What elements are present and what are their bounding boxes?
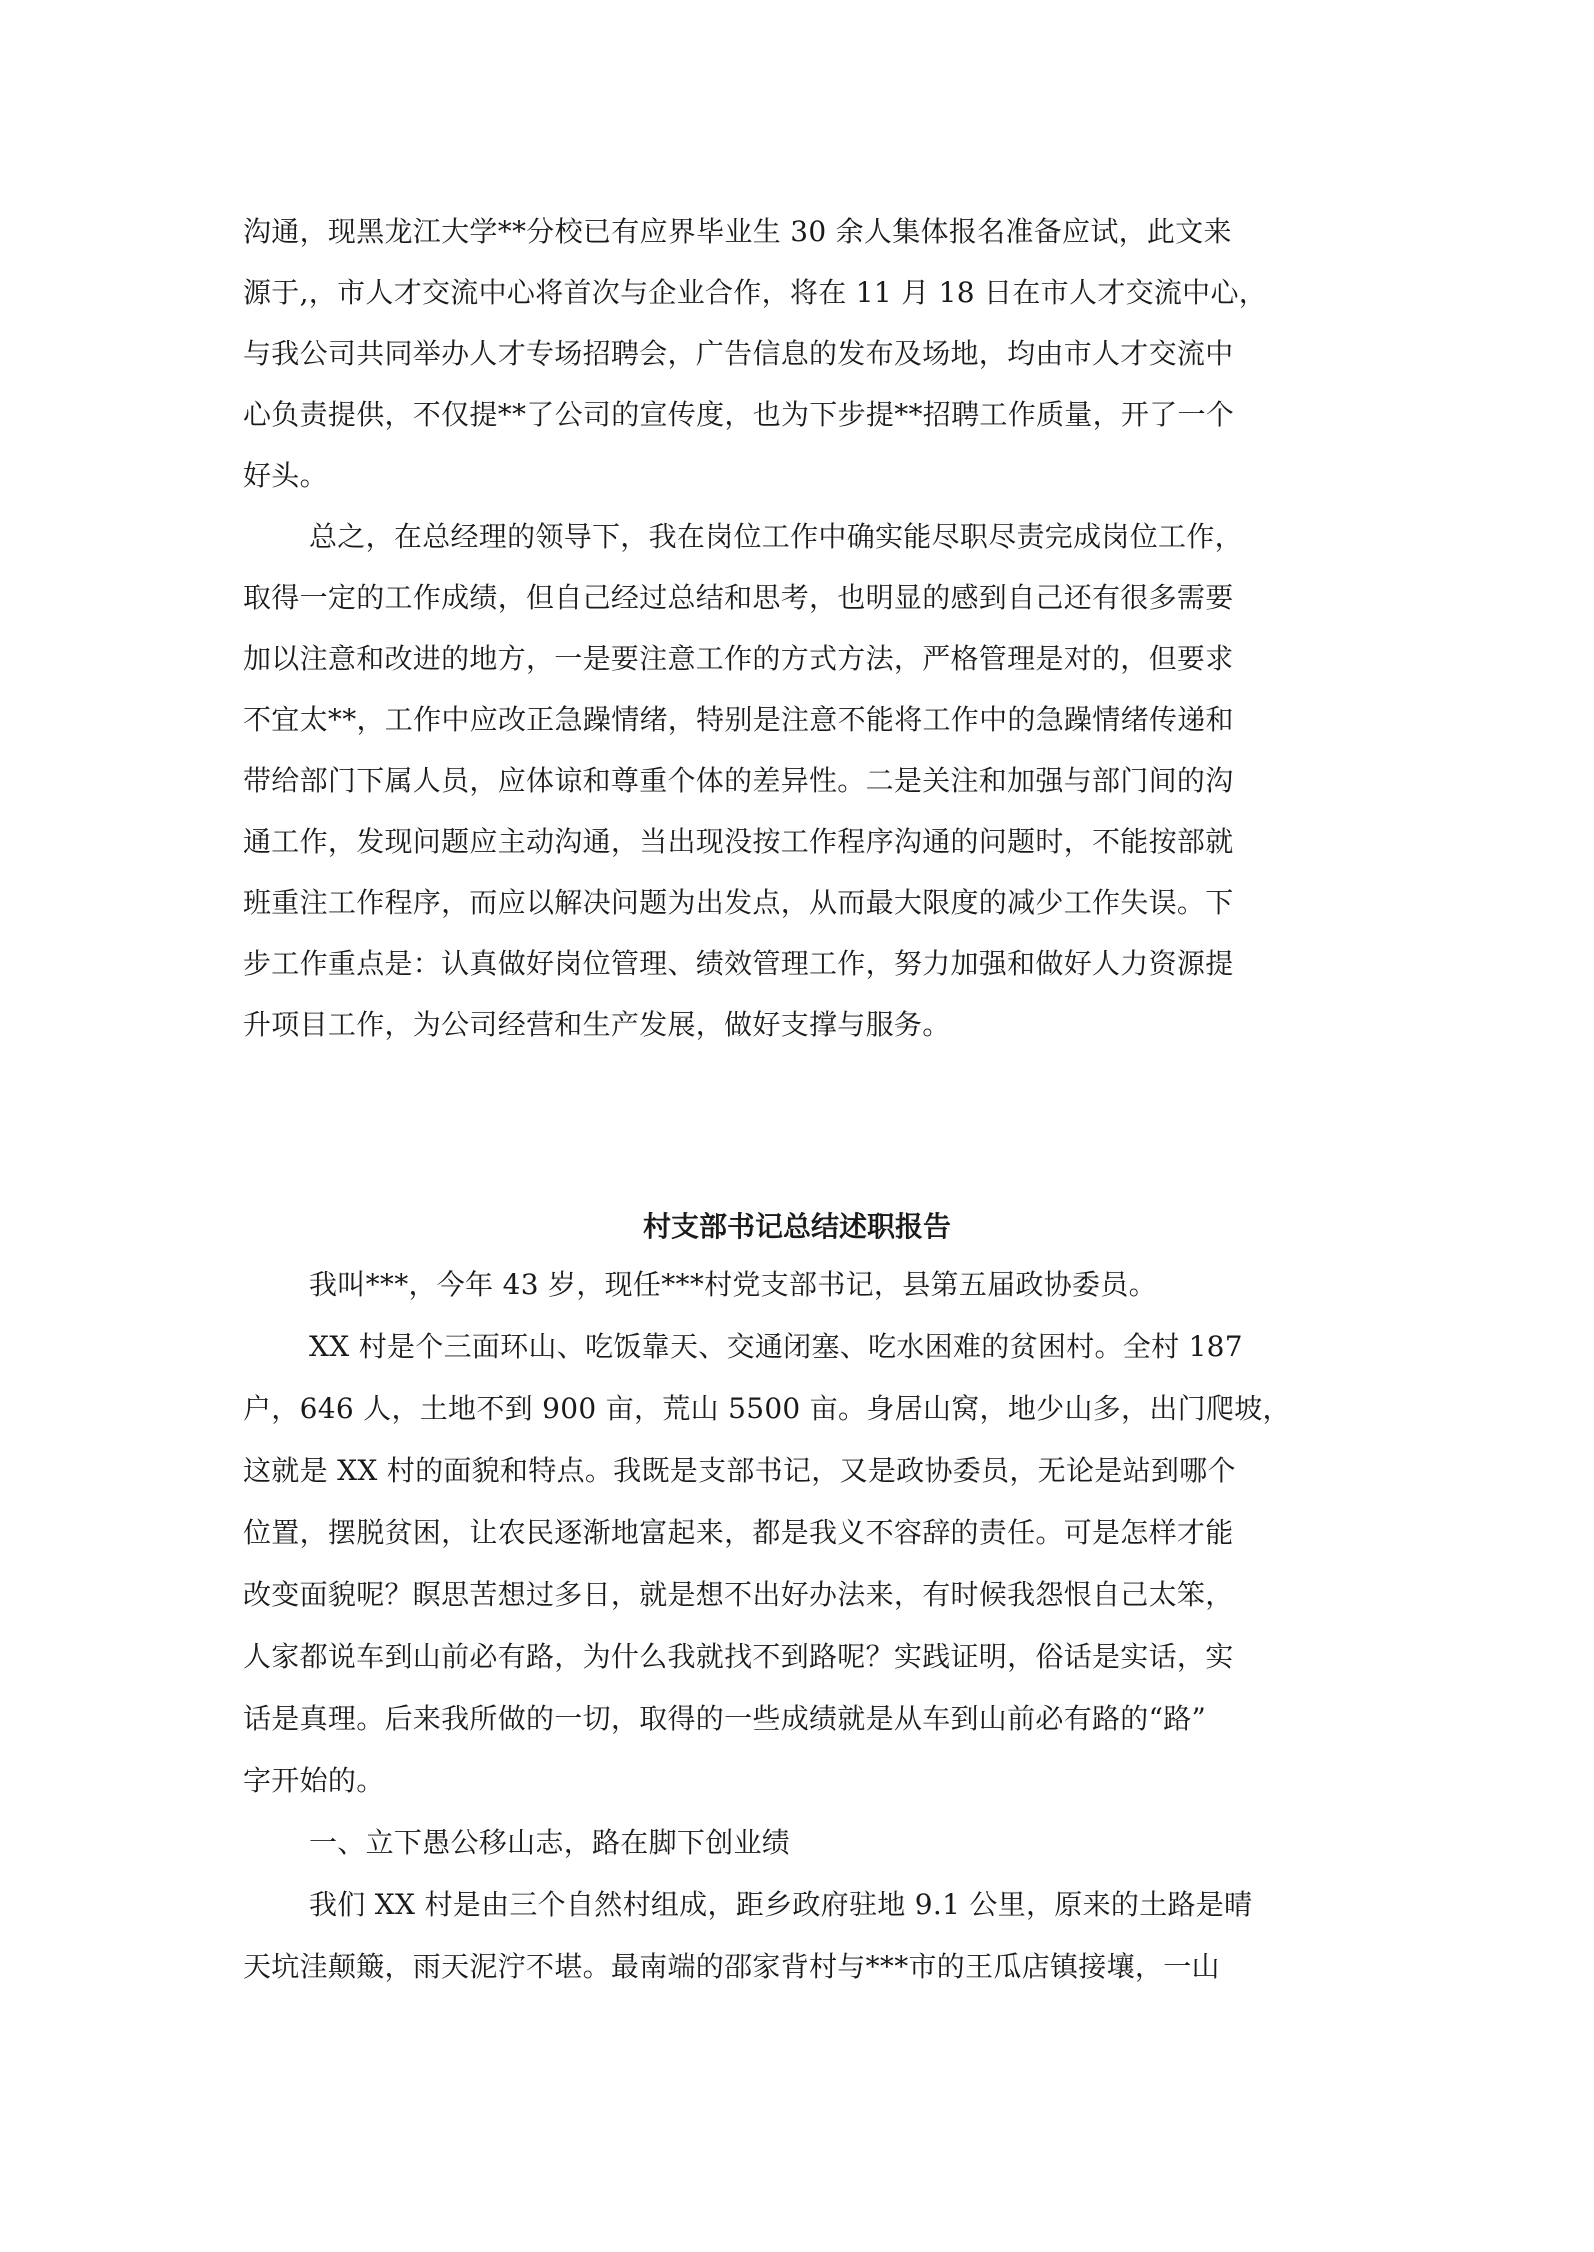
text-line: 心负责提供，不仅提**了公司的宣传度，也为下步提**招聘工作质量，开了一个 <box>243 398 1235 431</box>
text-line: 与我公司共同举办人才专场招聘会，广告信息的发布及场地，均由市人才交流中 <box>243 337 1234 370</box>
paragraph-start-line: 我叫***，今年 43 岁，现任***村党支部书记，县第五届政协委员。 <box>309 1268 1157 1301</box>
text-line: 班重注工作程序，而应以解决问题为出发点，从而最大限度的减少工作失误。下 <box>243 886 1234 919</box>
text-line: 通工作，发现问题应主动沟通，当出现没按工作程序沟通的问题时，不能按部就 <box>243 825 1234 858</box>
text-line: 升项目工作，为公司经营和生产发展，做好支撑与服务。 <box>243 1008 951 1041</box>
text-line: 取得一定的工作成绩，但自己经过总结和思考，也明显的感到自己还有很多需要 <box>243 581 1234 614</box>
text-line: 这就是 XX 村的面貌和特点。我既是支部书记，又是政协委员，无论是站到哪个 <box>243 1454 1236 1487</box>
text-line: 不宜太**，工作中应改正急躁情绪，特别是注意不能将工作中的急躁情绪传递和 <box>243 703 1234 736</box>
text-line: 加以注意和改进的地方，一是要注意工作的方式方法，严格管理是对的，但要求 <box>243 642 1234 675</box>
text-line: 话是真理。后来我所做的一切，取得的一些成绩就是从车到山前必有路的“路” <box>243 1702 1207 1735</box>
text-line: 位置，摆脱贫困，让农民逐渐地富起来，都是我义不容辞的责任。可是怎样才能 <box>243 1516 1234 1549</box>
text-line: 步工作重点是：认真做好岗位管理、绩效管理工作，努力加强和做好人力资源提 <box>243 947 1234 980</box>
section-heading: 一、立下愚公移山志，路在脚下创业绩 <box>309 1826 791 1859</box>
text-line: 天坑洼颠簸，雨天泥泞不堪。最南端的邵家背村与***市的王瓜店镇接壤，一山 <box>243 1950 1220 1983</box>
text-line: 源于,，市人才交流中心将首次与企业合作，将在 11 月 18 日在市人才交流中心， <box>243 276 1268 309</box>
text-line: 好头。 <box>243 459 328 492</box>
paragraph-start-line: XX 村是个三面环山、吃饭靠天、交通闭塞、吃水困难的贫困村。全村 187 <box>309 1330 1243 1363</box>
text-line: 人家都说车到山前必有路，为什么我就找不到路呢？实践证明，俗话是实话，实 <box>243 1640 1234 1673</box>
paragraph-start-line: 总之，在总经理的领导下，我在岗位工作中确实能尽职尽责完成岗位工作， <box>309 520 1243 553</box>
text-line: 户，646 人，土地不到 900 亩，荒山 5500 亩。身居山窝，地少山多，出门爬坡， <box>243 1392 1291 1425</box>
text-line: 改变面貌呢？瞑思苦想过多日，就是想不出好办法来，有时候我怨恨自己太笨， <box>243 1578 1234 1611</box>
report-title: 村支部书记总结述职报告 <box>642 1210 951 1243</box>
text-line: 沟通，现黑龙江大学**分校已有应界毕业生 30 余人集体报名准备应试，此文来 <box>243 215 1232 248</box>
paragraph-start-line: 我们 XX 村是由三个自然村组成，距乡政府驻地 9.1 公里，原来的土路是晴 <box>309 1888 1253 1921</box>
text-line: 带给部门下属人员，应体谅和尊重个体的差异性。二是关注和加强与部门间的沟 <box>243 764 1234 797</box>
text-line: 字开始的。 <box>243 1764 385 1797</box>
